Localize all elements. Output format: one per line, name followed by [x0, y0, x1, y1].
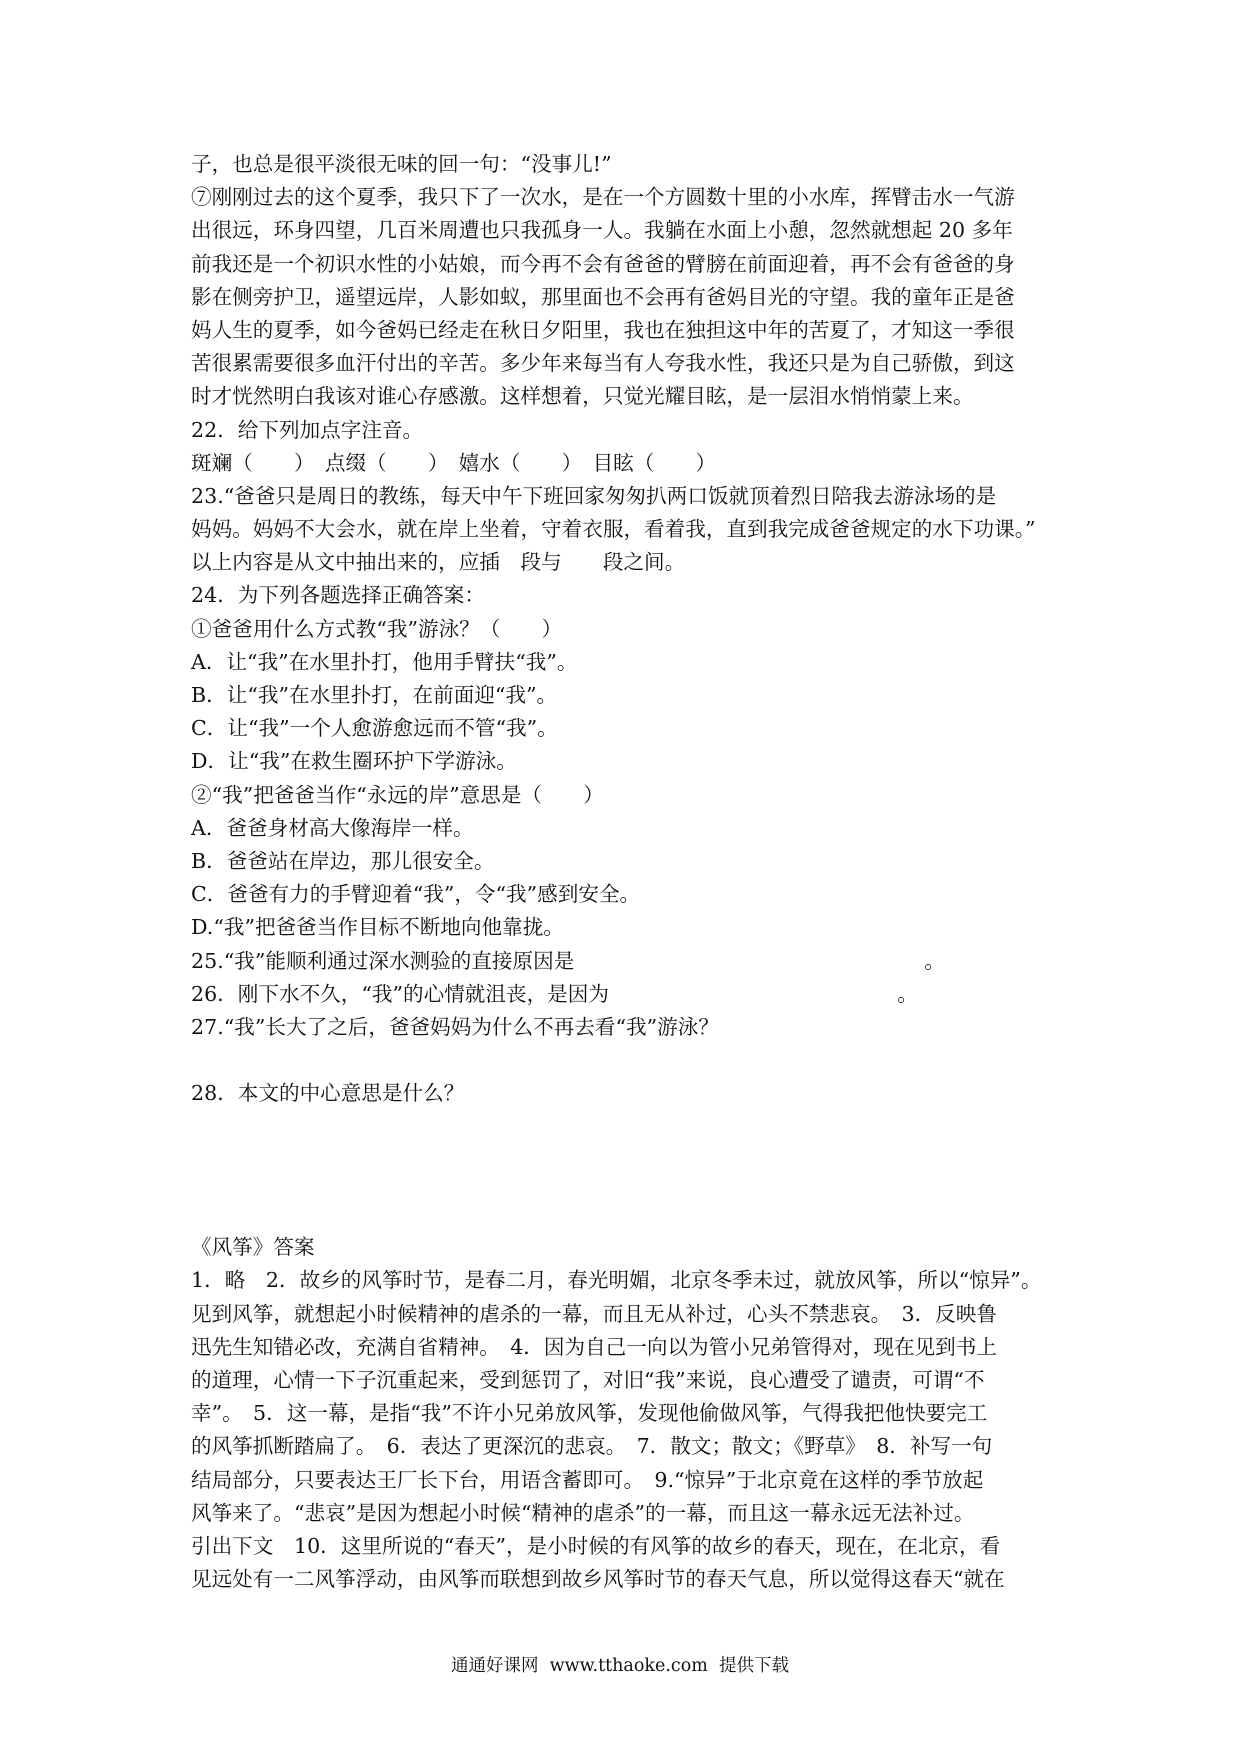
answer-space — [191, 1044, 1071, 1077]
question-line: ②“我”把爸爸当作“永远的岸”意思是（ ） — [191, 782, 604, 807]
passage-line: 妈人生的夏季，如今爸妈已经走在秋日夕阳里，我也在独担这中年的苦夏了，才知这一季很 — [191, 317, 1015, 342]
answer-line: 风筝来了。“悲哀”是因为想起小时候“精神的虐杀”的一幕，而且这一幕永远无法补过。 — [191, 1500, 975, 1525]
question-line: 25.“我”能顺利通过深水测验的直接原因是 。 — [191, 948, 945, 973]
page-content — [191, 148, 1071, 1596]
question-line: ①爸爸用什么方式教“我”游泳？（ ） — [191, 616, 563, 641]
question-line: A．让“我”在水里扑打，他用手臂扶“我”。 — [191, 649, 578, 674]
question-line: 24．为下列各题选择正确答案： — [191, 583, 485, 608]
question-line: C．爸爸有力的手臂迎着“我”，令“我”感到安全。 — [191, 882, 641, 907]
passage-line: ⑦刚刚过去的这个夏季，我只下了一次水，是在一个方圆数十里的小水库，挥臂击水一气游 — [191, 185, 1015, 210]
answer-line: 1．略 2．故乡的风筝时节，是春二月，春光明媚，北京冬季未过，就放风筝，所以“惊异”。 — [191, 1268, 1042, 1293]
answer-title: 《风筝》答案 — [191, 1235, 315, 1260]
answer-line: 幸”。 5．这一幕，是指“我”不许小兄弟放风筝，发现他偷做风筝，气得我把他快要完工 — [191, 1401, 988, 1426]
passage-line: 苦很累需要很多血汗付出的辛苦。多少年来每当有人夸我水性，我还只是为自己骄傲，到这 — [191, 351, 1015, 376]
passage-line: 出很远，环身四望，几百米周遭也只我孤身一人。我躺在水面上小憩，忽然就想起 20 多年 — [191, 218, 1013, 243]
passage-line: 时才恍然明白我该对谁心存感激。这样想着，只觉光耀目眩，是一层泪水悄悄蒙上来。 — [191, 384, 974, 409]
question-line: 斑斓（ ） 点缀（ ） 嬉水（ ） 目眩（ ） — [191, 450, 717, 475]
question-line: 27.“我”长大了之后，爸爸妈妈为什么不再去看“我”游泳？ — [191, 1014, 719, 1039]
question-line: 23.“爸爸只是周日的教练，每天中午下班回家匆匆扒两口饭就顶着烈日陪我去游泳场的是 — [191, 483, 997, 508]
question-line: 妈妈。妈妈不大会水，就在岸上坐着，守着衣服，看着我，直到我完成爸爸规定的水下功课。” — [191, 517, 1036, 542]
question-line: B．爸爸站在岸边，那儿很安全。 — [191, 848, 495, 873]
question-line: D.“我”把爸爸当作目标不断地向他靠拢。 — [191, 915, 564, 940]
passage-line: 影在侧旁护卫，遥望远岸，人影如蚁，那里面也不会再有爸妈目光的守望。我的童年正是爸 — [191, 284, 1015, 309]
questions-section — [191, 414, 1071, 1232]
question-line: 22．给下列加点字注音。 — [191, 417, 424, 442]
question-28: 28．本文的中心意思是什么？ — [191, 1081, 465, 1106]
passage-section — [191, 148, 1071, 414]
question-line: 26．刚下水不久，“我”的心情就沮丧，是因为 。 — [191, 981, 918, 1006]
question-line: C．让“我”一个人愈游愈远而不管“我”。 — [191, 716, 558, 741]
answer-line: 的道理，心情一下子沉重起来，受到惩罚了，对旧“我”来说，良心遭受了谴责，可谓“不 — [191, 1368, 985, 1392]
answer-space — [191, 1110, 1071, 1231]
answer-line: 结局部分，只要表达王厂长下台，用语含蓄即可。 9.“惊异”于北京竟在这样的季节放起 — [191, 1467, 984, 1492]
question-line: D．让“我”在救生圈环护下学游泳。 — [191, 749, 517, 774]
answer-line: 迅先生知错必改，充满自省精神。 4．因为自己一向以为管小兄弟管得对，现在见到书上 — [191, 1334, 997, 1359]
answers-section — [191, 1231, 1071, 1596]
page-footer: 通通好课网 www.tthaoke.com 提供下载 — [451, 1656, 789, 1676]
passage-line: 前我还是一个初识水性的小姑娘，而今再不会有爸爸的臂膀在前面迎着，再不会有爸爸的身 — [191, 251, 1015, 276]
question-line: 以上内容是从文中抽出来的，应插 段与 段之间。 — [191, 550, 686, 575]
question-line: B．让“我”在水里扑打，在前面迎“我”。 — [191, 683, 558, 707]
answer-line: 引出下文 10．这里所说的“春天”，是小时候的有风筝的故乡的春天，现在，在北京，看 — [191, 1533, 1001, 1558]
answer-line: 见到风筝，就想起小时候精神的虐杀的一幕，而且无从补过，心头不禁悲哀。 3．反映鲁 — [191, 1301, 997, 1326]
answer-line: 的风筝抓断踏扁了。 6．表达了更深沉的悲哀。 7．散文；散文；《野草》 8．补写一句 — [191, 1434, 993, 1459]
passage-line: 子，也总是很平淡很无味的回一句：“没事儿!” — [191, 152, 612, 176]
answer-line: 见远处有一二风筝浮动，由风筝而联想到故乡风筝时节的春天气息，所以觉得这春天“就在 — [191, 1567, 1005, 1592]
question-line: A．爸爸身材高大像海岸一样。 — [191, 815, 474, 840]
